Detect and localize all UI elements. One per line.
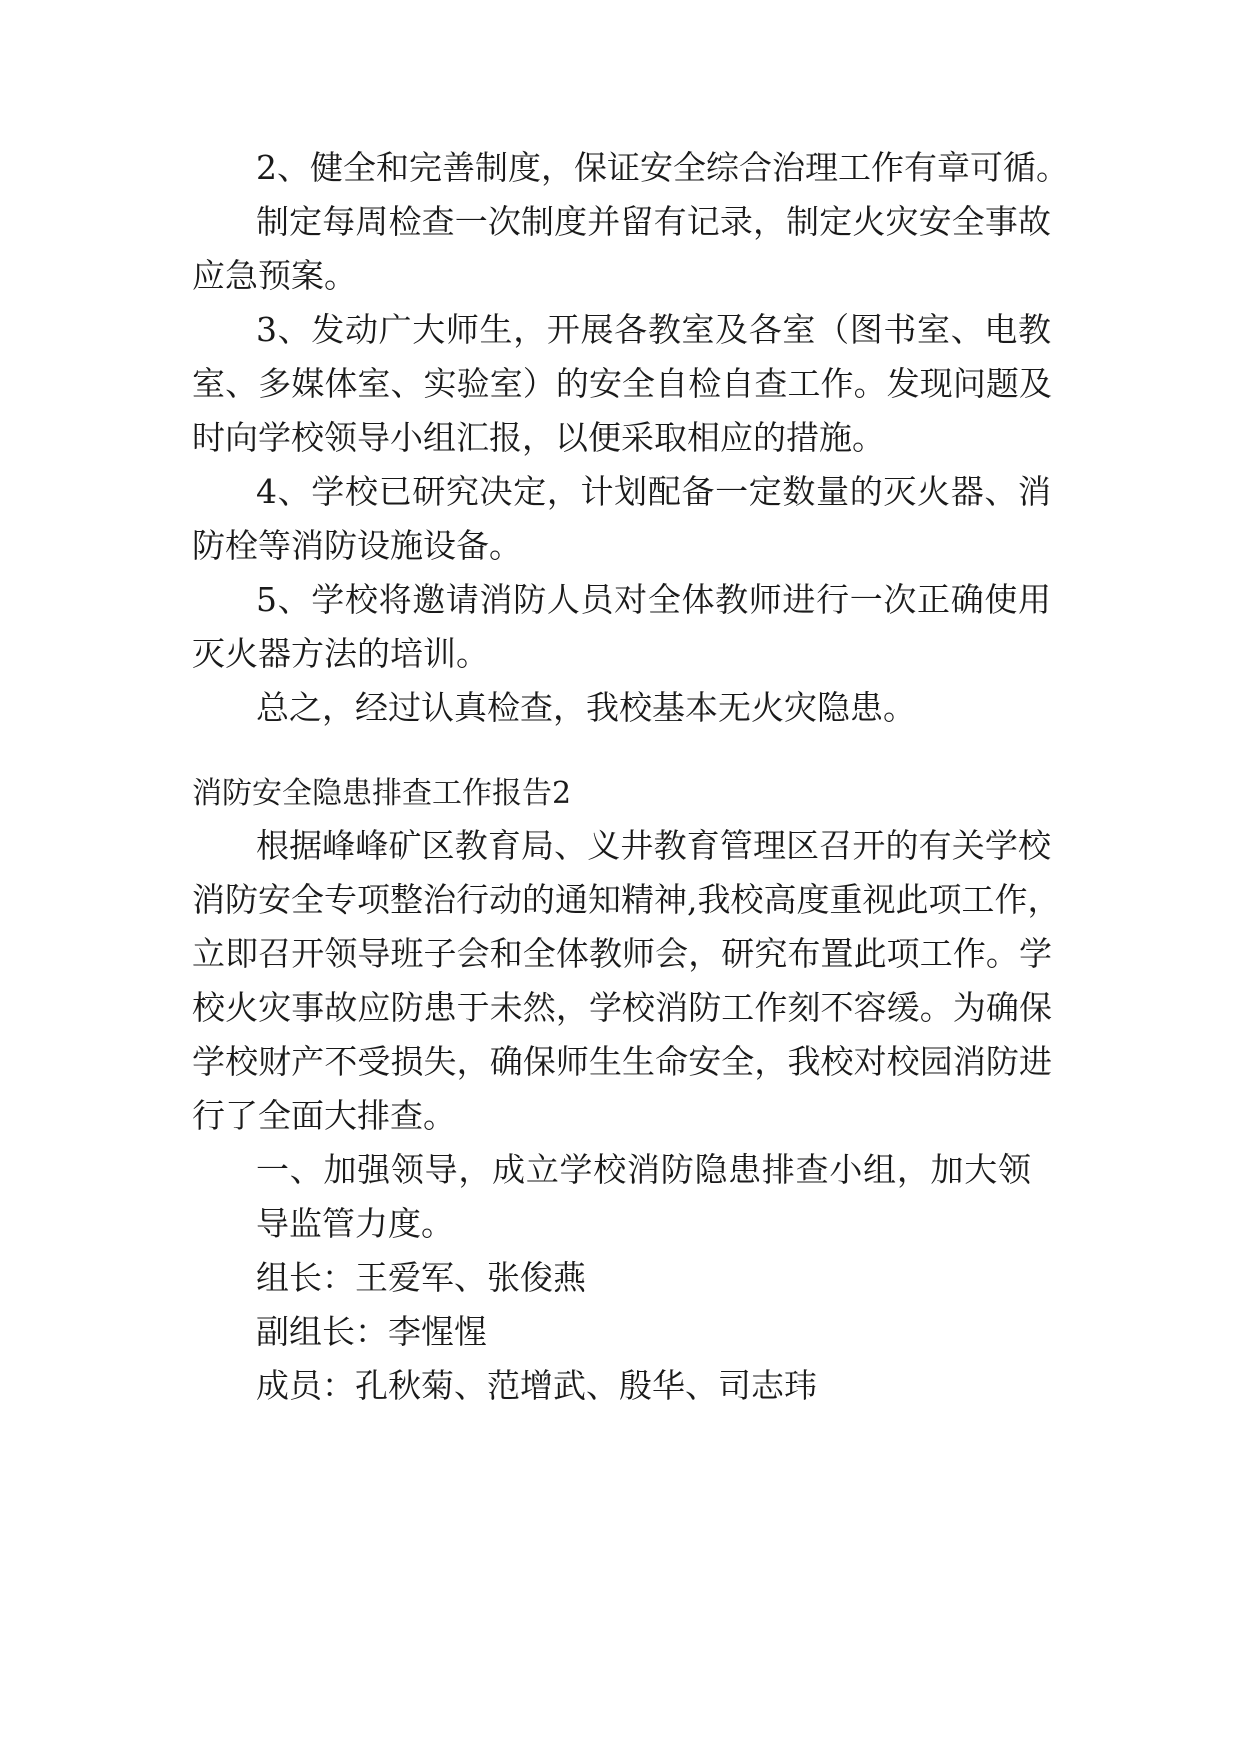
item3-line2: 室、多媒体室、实验室）的安全自检自查工作。发现问题及 xyxy=(192,364,1052,403)
intro-line6: 行了全面大排查。 xyxy=(192,1096,456,1135)
intro-line3: 立即召开领导班子会和全体教师会，研究布置此项工作。学 xyxy=(192,934,1052,973)
item4-line1: 4、学校已研究决定，计划配备一定数量的灭火器、消 xyxy=(256,472,1051,511)
item2-line3: 应急预案。 xyxy=(192,256,357,295)
point1-line2: 导监管力度。 xyxy=(256,1204,454,1243)
intro-line5: 学校财产不受损失，确保师生生命安全，我校对校园消防进 xyxy=(192,1042,1052,1081)
item3-line1: 3、发动广大师生，开展各教室及各室（图书室、电教 xyxy=(256,310,1051,349)
item5-line2: 灭火器方法的培训。 xyxy=(192,634,489,673)
item2-line2: 制定每周检查一次制度并留有记录，制定火灾安全事故 xyxy=(256,202,1051,241)
item3-line3: 时向学校领导小组汇报，以便采取相应的措施。 xyxy=(192,418,885,457)
summary-line: 总之，经过认真检查，我校基本无火灾隐患。 xyxy=(256,688,916,727)
item4-line2: 防栓等消防设施设备。 xyxy=(192,526,522,565)
intro-line1: 根据峰峰矿区教育局、义井教育管理区召开的有关学校 xyxy=(256,826,1051,865)
intro-line2: 消防安全专项整治行动的通知精神,我校高度重视此项工作， xyxy=(192,880,1061,919)
team-deputy: 副组长：李惺惺 xyxy=(256,1312,487,1351)
intro-line4: 校火灾事故应防患于未然，学校消防工作刻不容缓。为确保 xyxy=(192,988,1052,1027)
item2-line1: 2、健全和完善制度，保证安全综合治理工作有章可循。 xyxy=(256,148,1069,187)
team-members: 成员：孔秋菊、范增武、殷华、司志玮 xyxy=(256,1366,817,1405)
section-title: 消防安全隐患排查工作报告2 xyxy=(192,776,572,811)
point1-line1: 一、加强领导，成立学校消防隐患排查小组，加大领 xyxy=(256,1150,1031,1189)
team-leader: 组长：王爱军、张俊燕 xyxy=(256,1258,586,1297)
item5-line1: 5、学校将邀请消防人员对全体教师进行一次正确使用 xyxy=(256,580,1051,619)
